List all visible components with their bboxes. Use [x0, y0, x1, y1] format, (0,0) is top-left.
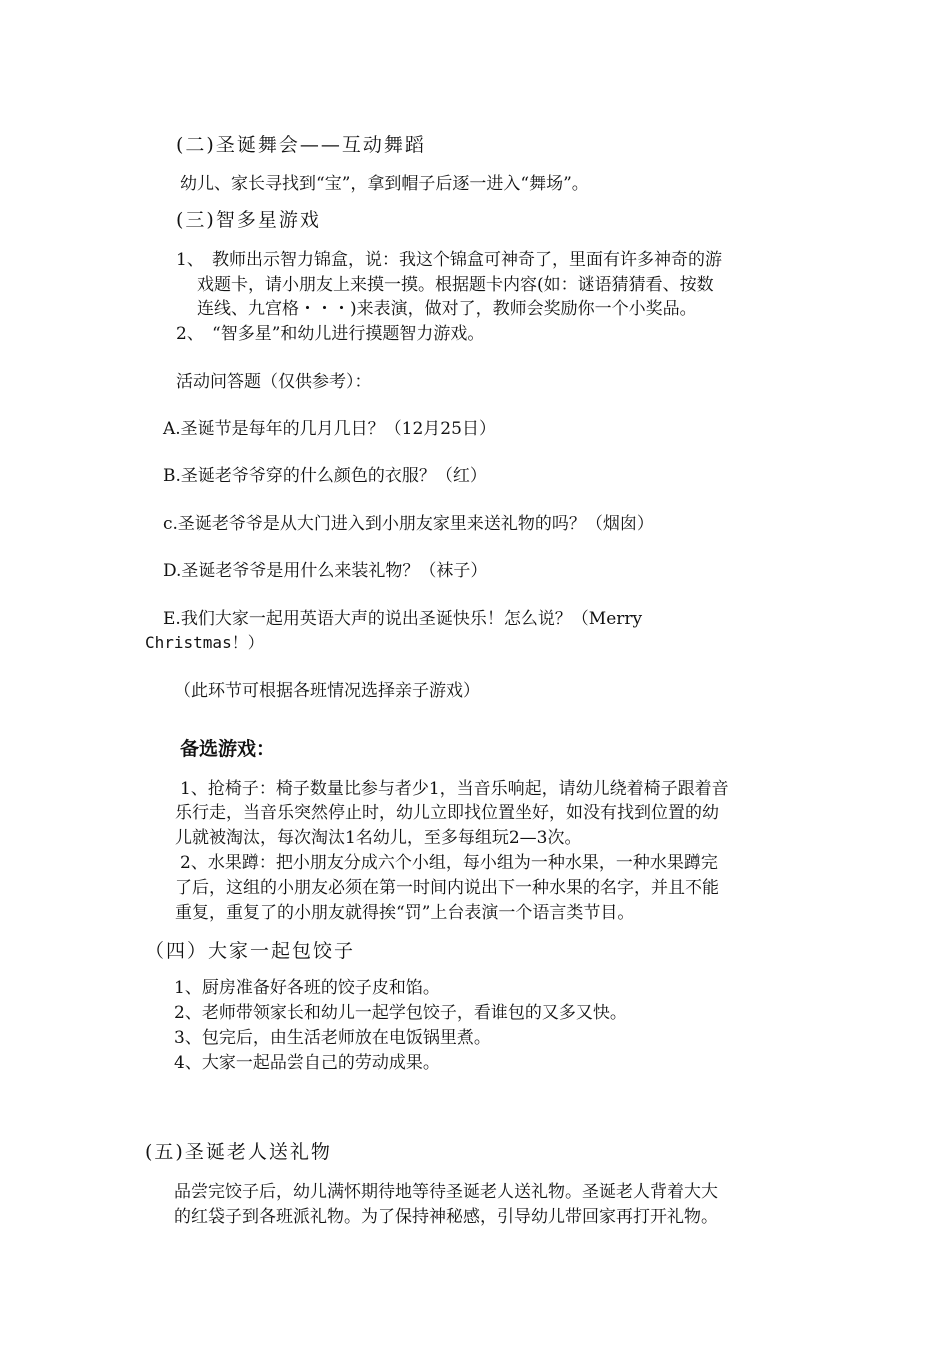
quiz-question-c: c.圣诞老爷爷是从大门进入到小朋友家里来送礼物的吗？（烟囱）: [163, 514, 654, 534]
quiz-note: （此环节可根据各班情况选择亲子游戏）: [174, 681, 480, 701]
dance-body: 幼儿、家长寻找到“宝”，拿到帽子后逐一进入“舞场”。: [180, 174, 589, 194]
game-item-1-line-1: 教师出示智力锦盒，说：我这个锦盒可神奇了，里面有许多神奇的游: [212, 250, 722, 270]
game-item-1-line-3: 连线、九宫格・・・)来表演，做对了，教师会奖励你一个小奖品。: [197, 299, 697, 319]
quiz-question-b: B.圣诞老爷爷穿的什么颜色的衣服？（红）: [163, 466, 487, 486]
alt-games-title: 备选游戏：: [180, 738, 276, 760]
dumplings-item-2: 2、老师带领家长和幼儿一起学包饺子，看谁包的又多又快。: [174, 1003, 627, 1023]
quiz-question-d: D.圣诞老爷爷是用什么来装礼物？（袜子）: [163, 561, 488, 581]
dumplings-item-3: 3、包完后，由生活老师放在电饭锅里煮。: [174, 1028, 491, 1048]
section-heading-game: (三)智多星游戏: [176, 209, 321, 231]
game-item-1-number: 1、: [176, 250, 204, 270]
section-heading-dumplings: （四）大家一起包饺子: [145, 940, 356, 962]
alt-games-line-4: 2、水果蹲：把小朋友分成六个小组，每小组为一种水果，一种水果蹲完: [180, 853, 718, 873]
game-item-2-line-1: “智多星”和幼儿进行摸题智力游戏。: [212, 324, 485, 344]
alt-games-line-6: 重复，重复了的小朋友就得挨“罚”上台表演一个语言类节目。: [175, 903, 635, 923]
quiz-title: 活动问答题（仅供参考）：: [176, 372, 372, 392]
alt-games-line-5: 了后，这组的小朋友必须在第一时间内说出下一种水果的名字，并且不能: [175, 878, 719, 898]
gifts-line-1: 品尝完饺子后，幼儿满怀期待地等待圣诞老人送礼物。圣诞老人背着大大: [174, 1182, 718, 1202]
dumplings-item-4: 4、大家一起品尝自己的劳动成果。: [174, 1053, 440, 1073]
quiz-question-a: A.圣诞节是每年的几月几日？（12月25日）: [163, 419, 496, 439]
section-heading-dance: (二)圣诞舞会——互动舞蹈: [176, 134, 426, 156]
quiz-question-e-continued: Christmas！）: [145, 633, 264, 652]
alt-games-line-3: 儿就被淘汰，每次淘汰1名幼儿，至多每组玩2—3次。: [175, 828, 582, 848]
game-item-1-line-2: 戏题卡，请小朋友上来摸一摸。根据题卡内容(如：谜语猜猜看、按数: [197, 275, 714, 295]
dumplings-item-1: 1、厨房准备好各班的饺子皮和馅。: [174, 978, 440, 998]
game-item-2-number: 2、: [176, 324, 204, 344]
gifts-line-2: 的红袋子到各班派礼物。为了保持神秘感，引导幼儿带回家再打开礼物。: [174, 1207, 718, 1227]
alt-games-line-1: 1、抢椅子：椅子数量比参与者少1，当音乐响起，请幼儿绕着椅子跟着音: [180, 779, 729, 799]
alt-games-line-2: 乐行走，当音乐突然停止时，幼儿立即找位置坐好，如没有找到位置的幼: [175, 803, 719, 823]
quiz-question-e: E.我们大家一起用英语大声的说出圣诞快乐！怎么说？（Merry: [163, 609, 643, 629]
section-heading-gifts: (五)圣诞老人送礼物: [145, 1141, 332, 1163]
